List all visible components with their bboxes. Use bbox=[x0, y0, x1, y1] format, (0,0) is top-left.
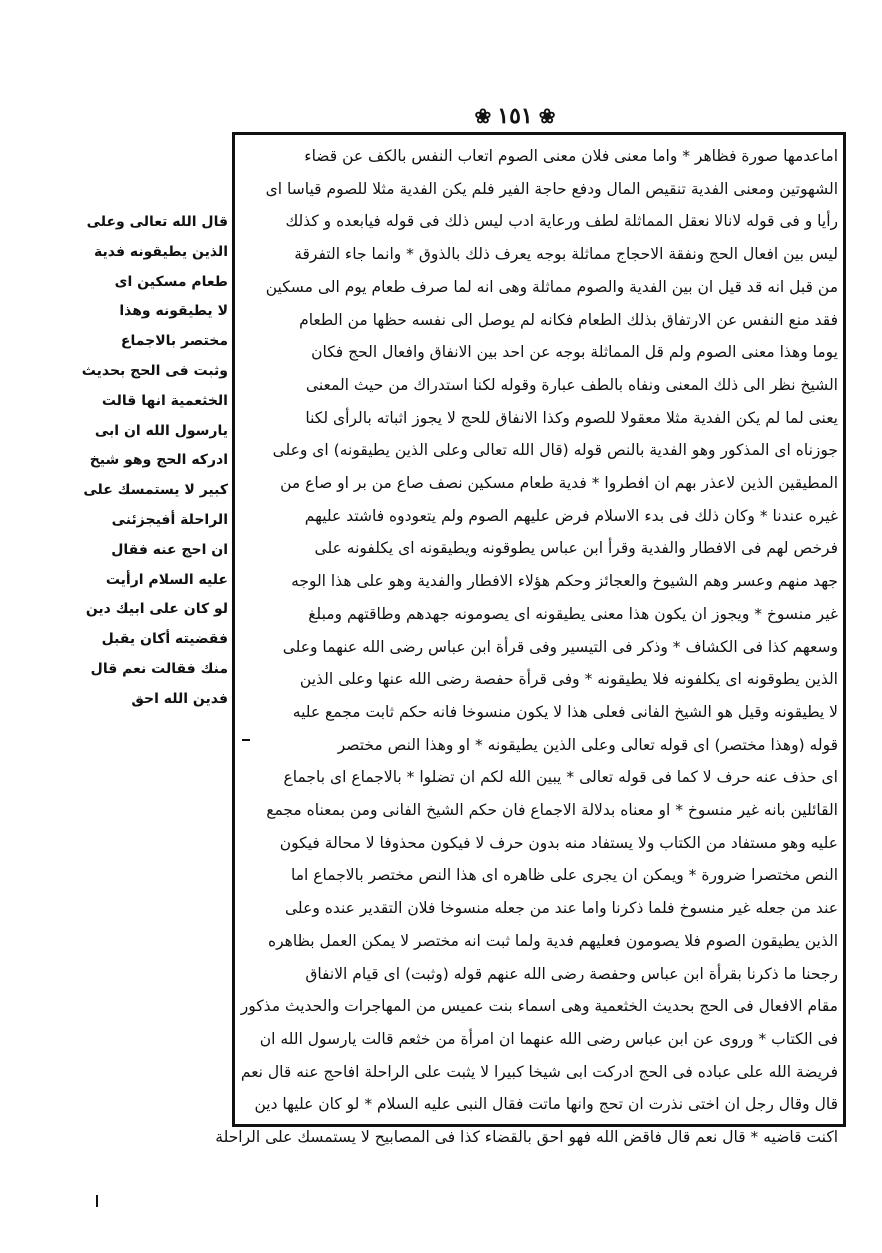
main-text-block bbox=[215, 140, 838, 1154]
margin-note-line: لا يطيقونه وهذا bbox=[119, 303, 228, 320]
text-line: غيره عندنا * وكان ذلك فى بدء الاسلام فرض عليهم الصوم ولم يتعودوه فاشتد عليهم bbox=[304, 506, 838, 525]
text-line: اماعدمها صورة فظاهر * واما معنى فلان معنى الصوم اتعاب النفس بالكف عن قضاء bbox=[304, 147, 838, 165]
text-line: الشهوتين ومعنى الفدية تنقيص المال ودفع حاجة الفير فلم يكن الفدية مثلا للصوم قياسا اى bbox=[265, 179, 838, 198]
text-line: وسعهم كذا فى الكشاف * وذكر فى التيسير وفى قرأة ابن عباس رضى الله عنهما وعلى bbox=[282, 637, 838, 656]
margin-note-line: فقضيته أكان يقبل bbox=[101, 631, 228, 648]
text-line: قال وقال رجل ان اختى نذرت ان تحج وانها ماتت فقال النبى عليه السلام * لو كان عليها دين bbox=[254, 1095, 838, 1114]
page-header bbox=[440, 98, 590, 134]
margin-note-line: طعام مسكين اى bbox=[114, 273, 228, 290]
stray-mark bbox=[96, 1195, 98, 1207]
margin-note-line: فدين الله احق bbox=[131, 690, 228, 707]
text-line: يعنى لما لم يكن الفدية مثلا معقولا للصوم وكذا الانفاق للحج لا يجوز اثباته بالرأى لكنا bbox=[305, 408, 838, 427]
text-line: يوما وهذا معنى الصوم ولم قل المماثلة بوجه عن احد بين الانفاق وافعال الحج فكان bbox=[311, 343, 838, 362]
margin-note-line: كبير لا يستمسك على bbox=[83, 482, 228, 499]
margin-note-line: الخثعمية انها قالت bbox=[101, 392, 228, 409]
margin-note-line: الراحلة أفيجزئنى bbox=[111, 511, 228, 528]
text-line: رجحنا ما ذكرنا بقرأة ابن عباس وحفصة رضى الله عنهم قوله (وثبت) اى قيام الانفاق bbox=[305, 964, 838, 983]
margin-note-line: ان احج عنه فقال bbox=[111, 541, 228, 558]
margin-note-line: مختصر بالاجماع bbox=[120, 333, 228, 350]
margin-note-line: لو كان على ابيك دين bbox=[85, 601, 228, 618]
text-line: مقام الافعال فى الحج بحديث الخثعمية وهى اسماء بنت عميس من المهاجرات والحديث مذكور bbox=[240, 997, 838, 1016]
text-line: غير منسوخ * ويجوز ان يكون هذا معنى يطيقونه اى يصومونه جهدهم وطاقتهم ومبلغ bbox=[308, 604, 838, 623]
text-line: فقد منع النفس عن الارتفاق بذلك الطعام فكانه لم يوصل الى نفسه حظها من الطعام bbox=[299, 310, 838, 329]
text-line: الذين يطوقونه اى يكلفونه فلا يطيقونه * وفى قرأة حفصة رضى الله عنها وعلى الذين bbox=[299, 670, 838, 689]
text-line: القائلين بانه غير منسوخ * او معناه بدلالة الاجماع فان حكم الشيخ الفانى ومن بمعناه مجمع bbox=[266, 801, 838, 820]
margin-note-line: وثبت فى الحج بحديث bbox=[81, 362, 228, 379]
text-line: الشيخ نظر الى ذلك المعنى ونفاه بالطف عبارة وقوله لكنا استدراك من حيث المعنى bbox=[305, 375, 838, 394]
text-line: من قبل انه قد قيل ان بين الفدية والصوم مماثلة وهى انه لما صرف طعام يوم الى مسكين bbox=[265, 277, 838, 296]
text-line: عند من جعله غير منسوخ فلما ذكرنا واما عند من جعله منسوخا فلان التقدير عنده وعلى bbox=[285, 899, 838, 918]
text-line: قوله (وهذا مختصر) اى قوله تعالى وعلى الذين يطيقونه * او وهذا النص مختصر bbox=[337, 735, 838, 754]
text-line: اكنت قاضيه * قال نعم قال فاقض الله فهو احق بالقضاء كذا فى المصابيح لا يستمسك على الراحلة bbox=[215, 1128, 838, 1147]
margin-note-line: يارسول الله ان ابى bbox=[94, 422, 228, 439]
margin-note-line: قال الله تعالى وعلى bbox=[86, 214, 228, 230]
text-line: اى حذف عنه حرف لا كما فى قوله تعالى * يبين الله لكم ان تضلوا * بالاجماع اى باجماع bbox=[283, 768, 838, 787]
margin-note-line: منك فقالت نعم قال bbox=[90, 660, 228, 677]
margin-note-line: ادركه الحج وهو شيخ bbox=[89, 452, 228, 469]
page-number: ١٥١ bbox=[497, 103, 533, 129]
text-line: ليس بين افعال الحج ونفقة الاحجاج مماثلة بوجه يعرف ذلك بالذوق * وانما جاء التفرقة bbox=[294, 245, 838, 264]
text-line: عليه وهو مستفاد من الكتاب ولا يستفاد منه بدون حرف لا فيكون محذوفا لا محالة فيكون bbox=[279, 833, 838, 852]
text-line: فرخص لهم فى الافطار والفدية وقرأ ابن عباس يطوقونه ويطيقونه اى يكلفونه على bbox=[314, 539, 838, 558]
text-line: النص مختصرا ضرورة * ويمكن ان يجرى على ظاهره اى هذا النص مختصر بالاجماع اما bbox=[291, 866, 838, 885]
text-line: المطيقين الذين لاعذر بهم ان افطروا * فدية طعام مسكين نصف صاع من بر او صاع من bbox=[280, 474, 838, 493]
margin-notes bbox=[81, 208, 228, 715]
text-line: الذين يطيقون الصوم فلا يصومون فعليهم فدية ولما ثبت انه مختصر لا يمكن العمل بظاهره bbox=[268, 931, 838, 950]
margin-note-line: الذين يطيقونه فدية bbox=[94, 243, 228, 260]
text-line: جوزناه اى المذكور وهو الفدية بالنص قوله (قال الله تعالى وعلى الذين يطيقونه) اى وعلى bbox=[272, 441, 838, 460]
text-line: فريضة الله على عباده فى الحج ادركت ابى شيخا كبيرا لا يثبت على الراحلة افاحج عنه قال نعم bbox=[240, 1062, 838, 1081]
text-line: لا يطيقونه وقيل هو الشيخ الفانى فعلى هذا لا يكون منسوخا فانه حكم ثابت مجمع عليه bbox=[292, 702, 838, 721]
ornament-right-icon: ❀ bbox=[538, 104, 556, 128]
margin-note-line: عليه السلام ارأيت bbox=[105, 571, 228, 588]
text-line: رأيا و فى قوله لانالا نعقل المماثلة لطف ورعاية ادب ليس ذلك فى قوله فيابعده و كذلك bbox=[285, 212, 838, 231]
text-line: فى الكتاب * وروى عن ابن عباس رضى الله عنهما ان امرأة من خثعم قالت يارسول الله ان bbox=[259, 1029, 838, 1048]
ornament-left-icon: ❀ bbox=[474, 104, 492, 128]
text-line: جهد منهم وعسر وهم الشيوخ والعجائز وحكم هؤلاء الافطار والفدية وهو على هذا الوجه bbox=[291, 572, 838, 591]
